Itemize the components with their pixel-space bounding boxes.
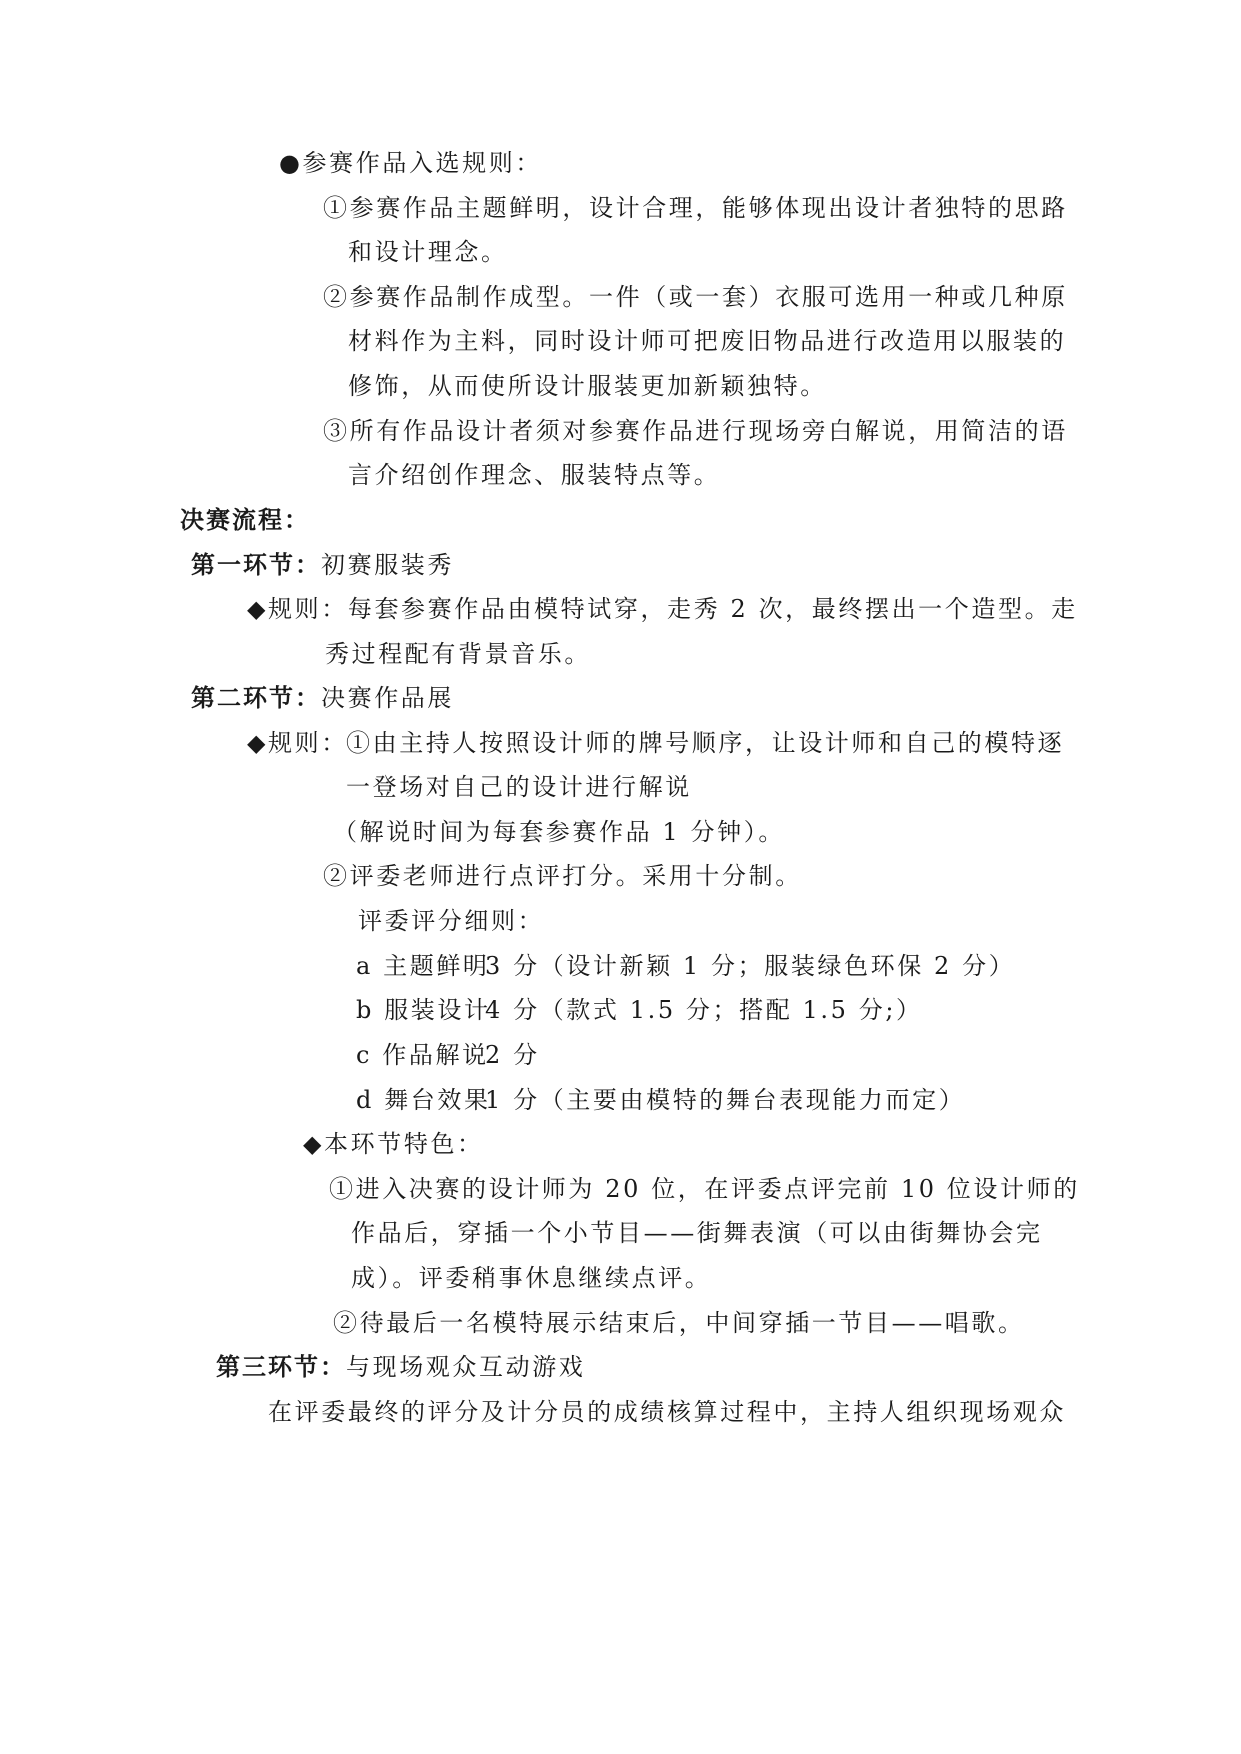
stage-2-rule-2: ②评委老师进行点评打分。采用十分制。 (323, 862, 802, 890)
stage-2-feature-1-line-1: ①进入决赛的设计师为 20 位，在评委点评完前 10 位设计师的 (329, 1175, 1080, 1203)
stage-2-rule-1-line-2: 一登场对自己的设计进行解说 (346, 773, 692, 801)
stage-1-heading (191, 550, 454, 580)
entry-rule-3-line-1: ③所有作品设计者须对参赛作品进行现场旁白解说，用简洁的语 (323, 417, 1068, 445)
entry-rule-1-line-2: 和设计理念。 (348, 238, 508, 266)
entry-rule-1-line-1: ①参赛作品主题鲜明，设计合理，能够体现出设计者独特的思路 (323, 194, 1068, 222)
stage-2-feature-1-line-2: 作品后，穿插一个小节目——街舞表演（可以由街舞协会完 (351, 1219, 1043, 1247)
entry-rule-2-line-3: 修饰，从而使所设计服装更加新颖独特。 (348, 372, 827, 400)
scoring-item-c-detail: 2 分 (485, 1041, 540, 1069)
section-title-entry-rules: ●参赛作品入选规则： (279, 149, 542, 177)
stage-2-rule-label: ◆规则： (247, 729, 348, 757)
scoring-item-d-detail: 1 分（主要由模特的舞台表现能力而定） (485, 1086, 966, 1114)
stage-2-feature-title: ◆本环节特色： (303, 1130, 484, 1158)
stage-1-label: 第一环节： (191, 550, 321, 579)
scoring-item-c-name: c 作品解说 (356, 1041, 489, 1069)
scoring-title: 评委评分细则： (358, 907, 545, 935)
stage-2-name: 决赛作品展 (321, 684, 454, 712)
entry-rule-2-line-1: ②参赛作品制作成型。一件（或一套）衣服可选用一种或几种原 (323, 283, 1068, 311)
stage-3-text: 在评委最终的评分及计分员的成绩核算过程中，主持人组织现场观众 (268, 1398, 1066, 1426)
stage-1-name: 初赛服装秀 (321, 551, 454, 579)
scoring-item-a-detail: 3 分（设计新颖 1 分；服装绿色环保 2 分） (485, 952, 1016, 980)
scoring-item-b-detail: 4 分（款式 1.5 分；搭配 1.5 分;） (485, 996, 923, 1024)
stage-2-rule-1-line-3: （解说时间为每套参赛作品 1 分钟）。 (333, 818, 785, 846)
stage-2-label: 第二环节： (191, 683, 321, 712)
stage-1-rule-line-2: 秀过程配有背景音乐。 (325, 640, 591, 668)
entry-rule-3-line-2: 言介绍创作理念、服装特点等。 (348, 461, 721, 489)
stage-2-feature-2: ②待最后一名模特展示结束后，中间穿插一节目——唱歌。 (333, 1309, 1025, 1337)
stage-1-rule-line-1: ◆规则：每套参赛作品由模特试穿，走秀 2 次，最终摆出一个造型。走 (247, 595, 1078, 623)
stage-2-feature-1-line-3: 成）。评委稍事休息继续点评。 (351, 1264, 712, 1292)
entry-rule-2-line-2: 材料作为主料，同时设计师可把废旧物品进行改造用以服装的 (348, 327, 1067, 355)
final-process-heading: 决赛流程： (180, 505, 310, 534)
stage-2-heading (191, 683, 454, 713)
stage-3-name: 与现场观众互动游戏 (346, 1353, 586, 1381)
scoring-item-d-name: d 舞台效果 (356, 1086, 491, 1114)
stage-3-heading (216, 1352, 585, 1382)
stage-3-label: 第三环节： (216, 1352, 346, 1381)
scoring-item-a-name: a 主题鲜明 (356, 952, 490, 980)
stage-2-rule-1-line-1: ①由主持人按照设计师的牌号顺序，让设计师和自己的模特逐 (346, 729, 1065, 757)
scoring-item-b-name: b 服装设计 (356, 996, 491, 1024)
